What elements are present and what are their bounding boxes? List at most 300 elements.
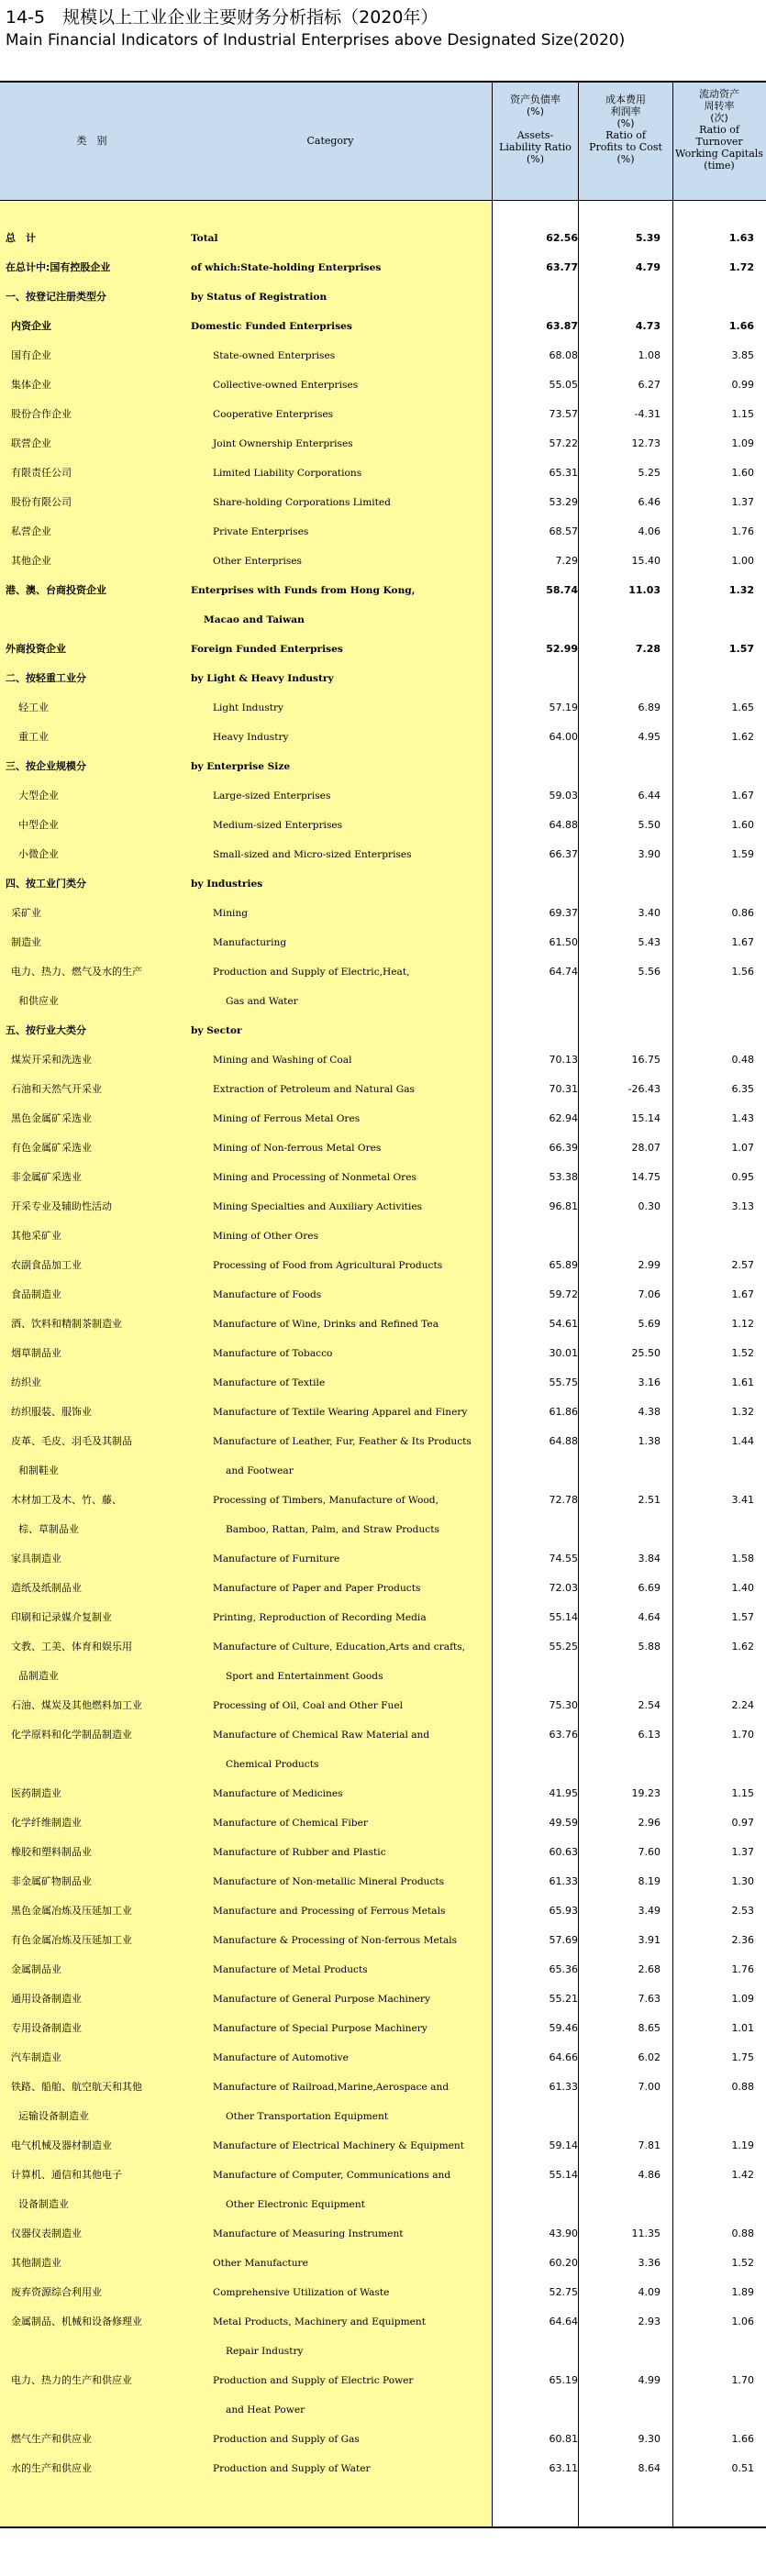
value-assets-liability: 59.03: [549, 790, 578, 802]
row-category-en: Limited Liability Corporations: [213, 468, 362, 479]
header-line: Liability Ratio: [499, 141, 572, 153]
row-category-cn: 制造业: [11, 936, 41, 948]
row-category-en: Manufacture of Leather, Fur, Feather & Its Products: [213, 1436, 472, 1447]
value-turnover: 3.85: [731, 349, 754, 361]
row-category-cn: 总 计: [6, 232, 36, 244]
value-assets-liability: 74.55: [549, 1553, 578, 1564]
row-category-cn: 专用设备制造业: [11, 2022, 82, 2034]
row-category-en: Mining of Other Ores: [213, 1231, 319, 1242]
value-assets-liability: 53.29: [549, 496, 578, 508]
table-row: [0, 1368, 766, 1398]
value-turnover: 1.59: [731, 848, 754, 860]
value-assets-liability: 65.31: [549, 467, 578, 479]
value-assets-liability: 65.93: [549, 1905, 578, 1917]
row-category-cn: 非金属矿物制品业: [11, 1875, 92, 1887]
header-category-cn: 类 别: [76, 135, 107, 147]
header-line: Ratio of: [605, 129, 646, 141]
table-row: [0, 1955, 766, 1985]
row-category-en: Processing of Food from Agricultural Products: [213, 1260, 443, 1271]
row-category-en: and Heat Power: [226, 2405, 305, 2416]
value-assets-liability: 64.64: [549, 2316, 578, 2327]
row-category-en: Collective-owned Enterprises: [213, 380, 359, 391]
row-category-cn: 铁路、船舶、航空航天和其他: [11, 2081, 142, 2093]
row-category-en: Manufacture of Automotive: [213, 2052, 349, 2063]
value-turnover: 2.57: [731, 1259, 754, 1271]
value-turnover: 1.32: [731, 1406, 754, 1418]
table-row: [0, 1896, 766, 1926]
table-row: [0, 370, 766, 400]
value-turnover: 1.09: [731, 437, 754, 449]
value-turnover: 1.07: [731, 1142, 754, 1154]
table-row: [0, 1104, 766, 1133]
row-category-en: Mining: [213, 908, 249, 919]
row-category-en: Manufacture of Textile Wearing Apparel and Finery: [213, 1407, 468, 1418]
value-profit-cost: 8.64: [638, 2462, 661, 2474]
value-profit-cost: 6.02: [638, 2051, 661, 2063]
row-category-cn: 农副食品加工业: [11, 1259, 82, 1271]
header-line: (%): [526, 105, 545, 117]
value-turnover: 0.88: [731, 2081, 754, 2093]
row-category-en: Large-sized Enterprises: [213, 790, 331, 802]
value-profit-cost: 5.39: [635, 232, 661, 244]
row-category-cn-cont: 和制鞋业: [18, 1465, 59, 1476]
table-row: [0, 1280, 766, 1310]
row-category-en: Other Enterprises: [213, 556, 302, 567]
value-turnover: 1.63: [728, 232, 754, 244]
row-category-en: Production and Supply of Electric Power: [213, 2375, 414, 2386]
value-profit-cost: 28.07: [631, 1142, 661, 1154]
row-category-cn-cont: 设备制造业: [18, 2198, 69, 2210]
table-row: [0, 2043, 766, 2073]
row-category-cn-cont: 品制造业: [18, 1670, 59, 1682]
table-row: [0, 693, 766, 723]
value-profit-cost: 2.93: [638, 2316, 661, 2327]
row-category-cn: 黑色金属矿采选业: [11, 1112, 92, 1124]
table-row: [0, 1985, 766, 2014]
value-profit-cost: 1.08: [638, 349, 661, 361]
value-turnover: 1.40: [731, 1582, 754, 1594]
value-profit-cost: 4.09: [638, 2286, 661, 2298]
row-category-cn: 中型企业: [18, 819, 59, 831]
value-assets-liability: 68.57: [549, 525, 578, 537]
value-assets-liability: 57.22: [549, 437, 578, 449]
row-category-en: Manufacture of Foods: [213, 1289, 322, 1300]
row-category-cn: 股份合作企业: [11, 408, 72, 420]
row-category-en: Manufacture of Medicines: [213, 1788, 343, 1799]
value-profit-cost: 7.60: [638, 1846, 661, 1858]
table-row: [0, 2131, 766, 2161]
row-category-cn: 其他采矿业: [11, 1230, 61, 1242]
row-category-en: Mining of Ferrous Metal Ores: [213, 1113, 361, 1124]
value-assets-liability: 41.95: [549, 1787, 578, 1799]
value-turnover: 1.66: [728, 320, 754, 332]
row-category-en: Mining Specialties and Auxiliary Activities: [213, 1201, 423, 1212]
row-category-cn: 纺织业: [11, 1376, 41, 1388]
value-assets-liability: 64.00: [549, 731, 578, 743]
row-category-en: and Footwear: [226, 1465, 294, 1476]
value-assets-liability: 70.31: [549, 1083, 578, 1095]
row-category-cn: 皮革、毛皮、羽毛及其制品: [11, 1435, 132, 1447]
value-turnover: 1.42: [731, 2169, 754, 2181]
value-profit-cost: 7.81: [638, 2139, 661, 2151]
row-category-cn: 二、按轻重工业分: [6, 672, 86, 684]
value-assets-liability: 65.89: [549, 1259, 578, 1271]
row-category-cn: 其他制造业: [11, 2257, 61, 2269]
header-profit-cost-ratio: [579, 94, 672, 165]
row-category-cn: 文教、工美、体育和娱乐用: [11, 1641, 132, 1653]
value-profit-cost: 8.65: [638, 2022, 661, 2034]
row-category-en: Private Enterprises: [213, 526, 309, 537]
value-assets-liability: 63.87: [546, 320, 578, 332]
table-row: [0, 2425, 766, 2454]
value-turnover: 0.95: [731, 1171, 754, 1183]
value-profit-cost: 4.64: [638, 1611, 661, 1623]
value-profit-cost: 5.25: [638, 467, 661, 479]
row-category-cn: 水的生产和供应业: [11, 2462, 92, 2474]
header-line: (%): [616, 117, 635, 129]
header-line: Ratio of: [699, 124, 739, 136]
value-profit-cost: 3.91: [638, 1934, 661, 1946]
value-turnover: 1.66: [731, 2433, 754, 2445]
value-turnover: 1.57: [728, 643, 754, 655]
row-category-cn: 石油和天然气开采业: [11, 1083, 102, 1095]
row-category-en: Manufacture of Chemical Fiber: [213, 1818, 368, 1829]
row-category-cn: 其他企业: [11, 555, 51, 567]
table-row: [0, 664, 766, 693]
header-line: (%): [526, 153, 545, 165]
row-category-en: by Light & Heavy Industry: [191, 673, 334, 684]
header-line: 成本费用: [605, 94, 646, 105]
row-category-cn: 开采专业及辅助性活动: [11, 1200, 112, 1212]
value-turnover: 1.62: [731, 1641, 754, 1653]
row-category-cn: 五、按行业大类分: [6, 1024, 86, 1036]
value-turnover: 1.37: [731, 496, 754, 508]
value-assets-liability: 68.08: [549, 349, 578, 361]
value-turnover: 1.67: [731, 1288, 754, 1300]
table-row: [0, 723, 766, 752]
row-category-en: Manufacture of Textile: [213, 1377, 326, 1388]
header-line: (次): [710, 112, 728, 124]
row-category-en: Total: [191, 233, 218, 244]
value-turnover: 1.67: [731, 936, 754, 948]
row-category-cn: 内资企业: [11, 320, 51, 332]
value-assets-liability: 63.77: [546, 261, 578, 273]
table-row: [0, 1603, 766, 1632]
value-assets-liability: 52.99: [546, 643, 578, 655]
value-profit-cost: 7.06: [638, 1288, 661, 1300]
row-category-en: Heavy Industry: [213, 732, 289, 743]
value-profit-cost: 8.19: [638, 1875, 661, 1887]
row-category-cn: 废弃资源综合利用业: [11, 2286, 102, 2298]
table-row: [0, 1926, 766, 1955]
value-assets-liability: 60.81: [549, 2433, 578, 2445]
value-turnover: 1.70: [731, 2374, 754, 2386]
value-turnover: 1.65: [731, 702, 754, 713]
row-category-en: of which:State-holding Enterprises: [191, 262, 382, 273]
value-profit-cost: 15.14: [631, 1112, 661, 1124]
value-profit-cost: 4.38: [638, 1406, 661, 1418]
row-category-en: Manufacture of Metal Products: [213, 1964, 368, 1975]
table-row: [0, 253, 766, 282]
value-assets-liability: 66.37: [549, 848, 578, 860]
value-turnover: 1.58: [731, 1553, 754, 1564]
value-profit-cost: 4.95: [638, 731, 661, 743]
value-assets-liability: 55.21: [549, 1993, 578, 2005]
row-category-en: Metal Products, Machinery and Equipment: [213, 2316, 426, 2327]
table-row: [0, 1192, 766, 1222]
value-assets-liability: 61.33: [549, 1875, 578, 1887]
value-assets-liability: 43.90: [549, 2228, 578, 2239]
value-profit-cost: 4.99: [638, 2374, 661, 2386]
table-row: [0, 1016, 766, 1045]
value-assets-liability: 59.46: [549, 2022, 578, 2034]
value-profit-cost: 2.51: [638, 1494, 661, 1506]
value-turnover: 2.53: [731, 1905, 754, 1917]
value-profit-cost: 3.40: [638, 907, 661, 919]
value-assets-liability: 57.19: [549, 702, 578, 713]
table-row: [0, 840, 766, 869]
row-category-en: Manufacture and Processing of Ferrous Metals: [213, 1906, 446, 1917]
value-turnover: 1.75: [731, 2051, 754, 2063]
value-turnover: 1.76: [731, 525, 754, 537]
table-row: [0, 2249, 766, 2278]
row-category-cn: 仪器仪表制造业: [11, 2228, 82, 2239]
table-row: [0, 1222, 766, 1251]
value-turnover: 1.06: [731, 2316, 754, 2327]
value-assets-liability: 72.03: [549, 1582, 578, 1594]
value-turnover: 1.44: [731, 1435, 754, 1447]
value-turnover: 3.13: [731, 1200, 754, 1212]
row-category-cn: 酒、饮料和精制茶制造业: [11, 1318, 122, 1330]
value-turnover: 0.48: [731, 1054, 754, 1066]
value-profit-cost: 3.84: [638, 1553, 661, 1564]
row-category-cn: 烟草制品业: [11, 1347, 61, 1359]
value-profit-cost: 3.16: [638, 1376, 661, 1388]
table-row: [0, 312, 766, 341]
table-row: [0, 576, 766, 635]
value-profit-cost: 6.46: [638, 496, 661, 508]
row-category-en: Domestic Funded Enterprises: [191, 321, 352, 332]
header-line: (%): [616, 153, 635, 165]
row-category-cn: 计算机、通信和其他电子: [11, 2169, 122, 2181]
row-category-en: Light Industry: [213, 702, 284, 713]
value-profit-cost: 5.69: [638, 1318, 661, 1330]
row-category-cn: 通用设备制造业: [11, 1993, 82, 2005]
table-row: [0, 1075, 766, 1104]
value-profit-cost: 2.68: [638, 1963, 661, 1975]
value-assets-liability: 55.14: [549, 2169, 578, 2181]
table-row: [0, 1544, 766, 1574]
value-turnover: 1.15: [731, 1787, 754, 1799]
value-turnover: 1.00: [731, 555, 754, 567]
header-line: [493, 117, 578, 129]
value-profit-cost: 14.75: [631, 1171, 661, 1183]
value-assets-liability: 61.33: [549, 2081, 578, 2093]
value-profit-cost: 6.69: [638, 1582, 661, 1594]
row-category-en: Manufacture of Computer, Communications and: [213, 2170, 451, 2181]
value-assets-liability: 55.05: [549, 379, 578, 391]
row-category-en: Production and Supply of Gas: [213, 2434, 360, 2445]
value-assets-liability: 58.74: [546, 584, 578, 596]
table-title-en: Main Financial Indicators of Industrial Enterprises above Designated Size(2020): [6, 31, 626, 50]
bottom-rule: [0, 2526, 766, 2528]
row-category-en: Production and Supply of Electric,Heat,: [213, 967, 410, 978]
value-assets-liability: 64.74: [549, 966, 578, 978]
row-category-en: Enterprises with Funds from Hong Kong,: [191, 585, 416, 596]
value-profit-cost: 25.50: [631, 1347, 661, 1359]
row-category-en: Manufacture & Processing of Non-ferrous Metals: [213, 1935, 458, 1946]
row-category-en: Manufacture of Rubber and Plastic: [213, 1847, 386, 1858]
value-turnover: 0.99: [731, 379, 754, 391]
value-turnover: 3.41: [731, 1494, 754, 1506]
table-row: [0, 1632, 766, 1691]
header-line: 利润率: [610, 105, 641, 117]
value-turnover: 1.52: [731, 2257, 754, 2269]
value-assets-liability: 54.61: [549, 1318, 578, 1330]
value-assets-liability: 60.63: [549, 1846, 578, 1858]
row-category-cn: 电力、热力的生产和供应业: [11, 2374, 132, 2386]
value-profit-cost: 9.30: [638, 2433, 661, 2445]
row-category-en: Foreign Funded Enterprises: [191, 644, 343, 655]
row-category-en: Mining and Washing of Coal: [213, 1055, 352, 1066]
value-turnover: 1.30: [731, 1875, 754, 1887]
row-category-cn-cont: 棕、草制品业: [18, 1523, 79, 1535]
value-assets-liability: 30.01: [549, 1347, 578, 1359]
header-line: 流动资产: [699, 88, 739, 100]
value-turnover: 1.60: [731, 467, 754, 479]
value-assets-liability: 59.72: [549, 1288, 578, 1300]
row-category-en: Manufacture of Culture, Education,Arts and crafts,: [213, 1642, 466, 1653]
value-assets-liability: 49.59: [549, 1817, 578, 1829]
value-assets-liability: 59.14: [549, 2139, 578, 2151]
table-row: [0, 2073, 766, 2131]
table-row: [0, 1310, 766, 1339]
value-profit-cost: 2.96: [638, 1817, 661, 1829]
value-assets-liability: 70.13: [549, 1054, 578, 1066]
row-category-cn: 大型企业: [18, 790, 59, 802]
row-category-cn: 印刷和记录媒介复制业: [11, 1611, 112, 1623]
header-category-en: Category: [306, 135, 354, 147]
value-turnover: 2.36: [731, 1934, 754, 1946]
row-category-cn: 私营企业: [11, 525, 51, 537]
table-row: [0, 1251, 766, 1280]
row-category-en: Other Electronic Equipment: [226, 2199, 365, 2210]
table-row: [0, 2454, 766, 2483]
value-profit-cost: 4.06: [638, 525, 661, 537]
value-assets-liability: 69.37: [549, 907, 578, 919]
table-row: [0, 1838, 766, 1867]
row-category-en: State-owned Enterprises: [213, 350, 336, 361]
value-profit-cost: 16.75: [631, 1054, 661, 1066]
row-category-cn: 有限责任公司: [11, 467, 72, 479]
value-profit-cost: 4.73: [635, 320, 661, 332]
value-profit-cost: 1.38: [638, 1435, 661, 1447]
row-category-en: Mining and Processing of Nonmetal Ores: [213, 1172, 416, 1183]
value-profit-cost: 2.99: [638, 1259, 661, 1271]
value-turnover: 0.86: [731, 907, 754, 919]
value-turnover: 1.56: [731, 966, 754, 978]
row-category-en: Sport and Entertainment Goods: [226, 1671, 383, 1682]
row-category-cn: 化学原料和化学制品制造业: [11, 1729, 132, 1741]
value-profit-cost: 11.03: [628, 584, 661, 596]
row-category-en: Manufacture of Tobacco: [213, 1348, 333, 1359]
row-category-en: Macao and Taiwan: [204, 614, 305, 625]
header-turnover-ratio: [673, 88, 765, 171]
row-category-cn: 金属制品、机械和设备修理业: [11, 2316, 142, 2327]
value-turnover: 1.12: [731, 1318, 754, 1330]
table-row: [0, 2307, 766, 2366]
row-category-cn: 在总计中:国有控股企业: [6, 261, 111, 273]
row-category-cn: 三、按企业规模分: [6, 760, 86, 772]
table-row: [0, 459, 766, 488]
row-category-cn: 轻工业: [18, 702, 49, 713]
value-profit-cost: 5.56: [638, 966, 661, 978]
value-turnover: 1.62: [731, 731, 754, 743]
value-profit-cost: 5.50: [638, 819, 661, 831]
value-assets-liability: 55.75: [549, 1376, 578, 1388]
table-row: [0, 2219, 766, 2249]
value-assets-liability: 55.14: [549, 1611, 578, 1623]
value-profit-cost: 6.89: [638, 702, 661, 713]
value-assets-liability: 65.36: [549, 1963, 578, 1975]
value-profit-cost: 12.73: [631, 437, 661, 449]
row-category-en: Extraction of Petroleum and Natural Gas: [213, 1084, 415, 1095]
row-category-en: Manufacture of Paper and Paper Products: [213, 1583, 421, 1594]
table-row: [0, 869, 766, 899]
value-profit-cost: 7.00: [638, 2081, 661, 2093]
row-category-en: Joint Ownership Enterprises: [213, 438, 353, 449]
value-assets-liability: 7.29: [555, 555, 578, 567]
table-row: [0, 635, 766, 664]
row-category-en: Processing of Timbers, Manufacture of Wood,: [213, 1495, 439, 1506]
value-assets-liability: 96.81: [549, 1200, 578, 1212]
header-line: Profits to Cost: [589, 141, 662, 153]
value-assets-liability: 72.78: [549, 1494, 578, 1506]
row-category-cn: 燃气生产和供应业: [11, 2433, 92, 2445]
table-row: [0, 811, 766, 840]
table-row: [0, 400, 766, 429]
row-category-en: by Enterprise Size: [191, 761, 291, 772]
value-turnover: 1.52: [731, 1347, 754, 1359]
value-assets-liability: 61.86: [549, 1406, 578, 1418]
row-category-en: Manufacture of Measuring Instrument: [213, 2228, 404, 2239]
table-row: [0, 488, 766, 517]
value-turnover: 1.01: [731, 2022, 754, 2034]
row-category-en: Mining of Non-ferrous Metal Ores: [213, 1143, 382, 1154]
value-profit-cost: 11.35: [631, 2228, 661, 2239]
row-category-en: Other Transportation Equipment: [226, 2111, 389, 2122]
row-category-cn: 医药制造业: [11, 1787, 61, 1799]
value-turnover: 1.32: [728, 584, 754, 596]
row-category-cn: 港、澳、台商投资企业: [6, 584, 106, 596]
value-profit-cost: 3.49: [638, 1905, 661, 1917]
value-profit-cost: 0.30: [638, 1200, 661, 1212]
row-category-cn: 造纸及纸制品业: [11, 1582, 82, 1594]
table-row: [0, 517, 766, 547]
table-row: [0, 1867, 766, 1896]
table-title-cn: 14-5 规模以上工业企业主要财务分析指标（2020年）: [6, 7, 439, 28]
value-turnover: 1.67: [731, 790, 754, 802]
row-category-en: Manufacture of General Purpose Machinery: [213, 1994, 431, 2005]
value-turnover: 1.89: [731, 2286, 754, 2298]
row-category-cn: 联营企业: [11, 437, 51, 449]
table-row: [0, 2278, 766, 2307]
row-category-cn: 家具制造业: [11, 1553, 61, 1564]
header-line: Turnover: [695, 136, 743, 148]
value-assets-liability: 52.75: [549, 2286, 578, 2298]
row-category-cn: 石油、煤炭及其他燃料加工业: [11, 1699, 142, 1711]
value-profit-cost: 4.79: [635, 261, 661, 273]
